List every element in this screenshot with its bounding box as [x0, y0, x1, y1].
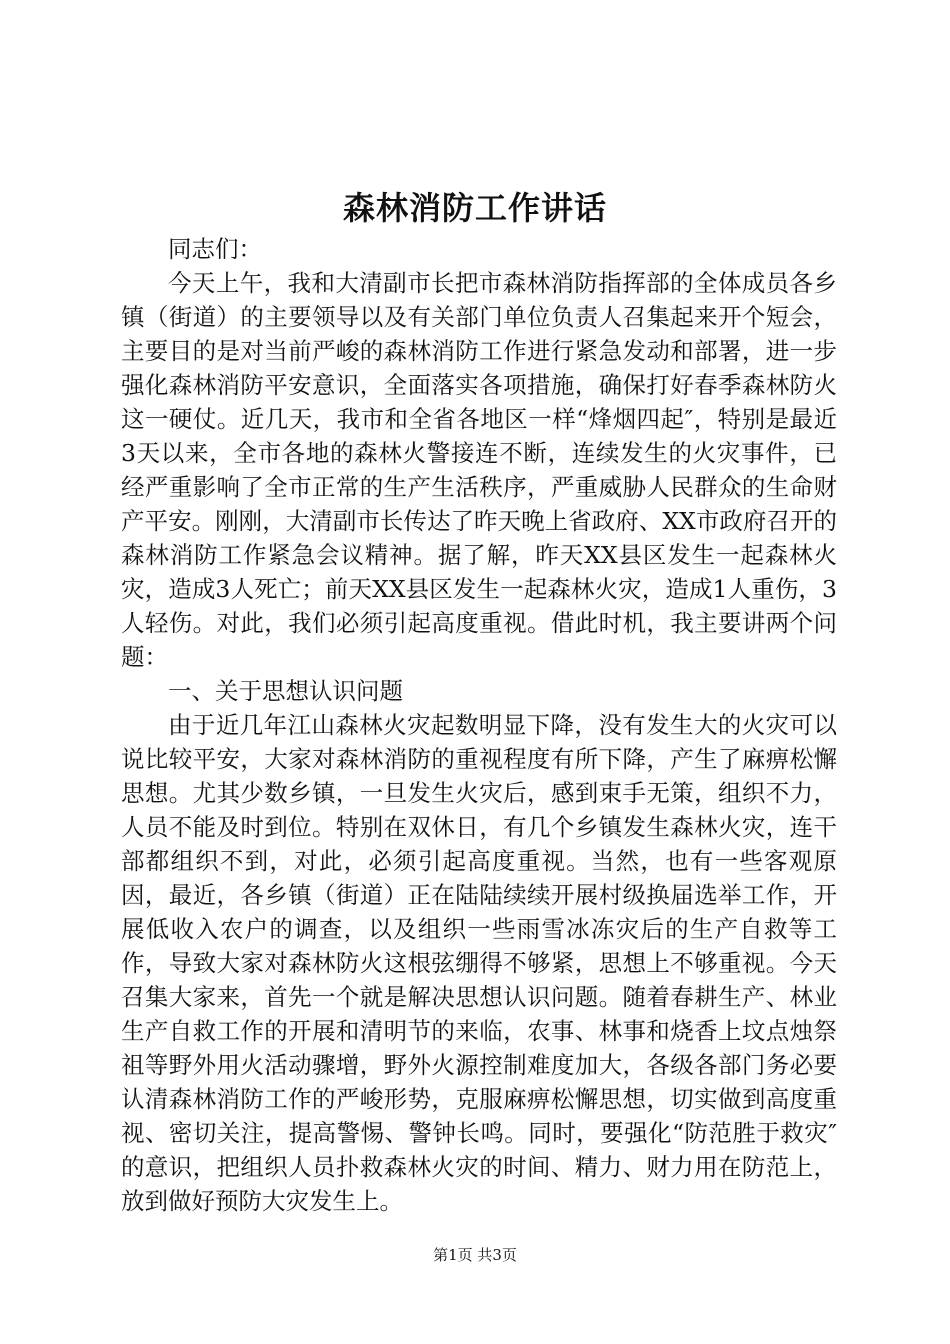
- paragraph-section-one: 由于近几年江山森林火灾起数明显下降，没有发生大的火灾可以说比较平安，大家对森林消防的重视程度有所下降，产生了麻痹松懈思想。尤其少数乡镇，一旦发生火灾后，感到束手无策，组织不力，人员不能及时到位。特别在双休日，有几个乡镇发生森林火灾，连干部都组织不到，对此，必须引起高度重视。当然，也有一些客观原因，最近，各乡镇（街道）正在陆陆续续开展村级换届选举工作，开展低收入农户的调查，以及组织一些雨雪冰冻灾后的生产自救等工作，导致大家对森林防火这根弦绷得不够紧，思想上不够重视。今天召集大家来，首先一个就是解决思想认识问题。随着春耕生产、林业生产自救工作的开展和清明节的来临，农事、林事和烧香上坟点烛祭祖等野外用火活动骤增，野外火源控制难度加大，各级各部门务必要认清森林消防工作的严峻形势，克服麻痹松懈思想，切实做到高度重视、密切关注，提高警惕、警钟长鸣。同时，要强化“防范胜于救灾″的意识，把组织人员扑救森林火灾的时间、精力、财力用在防范上，放到做好预防大灾发生上。: [121, 711, 837, 1215]
- page-footer: 第1页 共3页: [433, 1246, 517, 1264]
- document-title: 森林消防工作讲话: [342, 189, 607, 227]
- paragraph-intro: 今天上午，我和大清副市长把市森林消防指挥部的全体成员各乡镇（街道）的主要领导以及有关部门单位负责人召集起来开个短会，主要目的是对当前严峻的森林消防工作进行紧急发动和部署，进一步强化森林消防平安意识，全面落实各项措施，确保打好春季森林防火这一硬仗。近几天，我市和全省各地区一样“烽烟四起″，特别是最近3天以来，全市各地的森林火警接连不断，连续发生的火灾事件，已经严重影响了全市正常的生产生活秩序，严重威胁人民群众的生命财产平安。刚刚，大清副市长传达了昨天晚上省政府、XX市政府召开的森林消防工作紧急会议精神。据了解，昨天XX县区发生一起森林火灾，造成3人死亡；前天XX县区发生一起森林火灾，造成1人重伤，3人轻伤。对此，我们必须引起高度重视。借此时机，我主要讲两个问题：: [121, 269, 837, 671]
- section-heading: 一、关于思想认识问题: [168, 677, 403, 705]
- salutation: 同志们：: [168, 235, 262, 263]
- document-body: [121, 232, 837, 1218]
